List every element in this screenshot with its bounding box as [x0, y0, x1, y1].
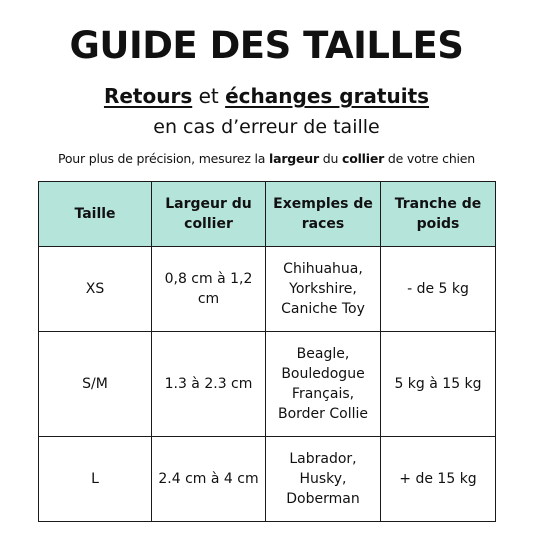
table-header-row [39, 182, 496, 247]
note-text-3: de votre chien [384, 151, 476, 166]
note-bold-collier: collier [342, 151, 385, 166]
cell-breeds: Labrador, Husky, Doberman [266, 437, 381, 522]
subtitle-exchanges: échanges gratuits [225, 84, 430, 108]
header-weight-range: Tranche de poids [381, 182, 496, 247]
header-collar-width: Largeur du collier [152, 182, 266, 247]
subtitle-condition: en cas d’erreur de taille [153, 116, 380, 138]
note-text-2: du [318, 151, 342, 166]
subtitle-and: et [192, 84, 226, 108]
cell-weight: - de 5 kg [381, 247, 496, 332]
measurement-note [0, 150, 533, 168]
note-text-1: Pour plus de précision, mesurez la [57, 151, 269, 166]
cell-weight: 5 kg à 15 kg [381, 332, 496, 437]
subtitle [0, 83, 533, 109]
cell-breeds: Beagle, Bouledogue Français, Border Collie [266, 332, 381, 437]
header-breed-examples: Exemples de races [266, 182, 381, 247]
cell-size: XS [39, 247, 152, 332]
cell-breeds: Chihuahua, Yorkshire, Caniche Toy [266, 247, 381, 332]
cell-weight: + de 15 kg [381, 437, 496, 522]
header-size: Taille [39, 182, 152, 247]
cell-size: L [39, 437, 152, 522]
table-row [39, 247, 496, 332]
cell-collar-width: 1.3 à 2.3 cm [152, 332, 266, 437]
table-row [39, 332, 496, 437]
table-row [39, 437, 496, 522]
subtitle-returns: Retours [103, 84, 193, 108]
cell-collar-width: 2.4 cm à 4 cm [152, 437, 266, 522]
cell-size: S/M [39, 332, 152, 437]
note-bold-largeur: largeur [269, 151, 319, 166]
size-table [38, 181, 496, 522]
page-title: GUIDE DES TAILLES [69, 24, 464, 67]
cell-collar-width: 0,8 cm à 1,2 cm [152, 247, 266, 332]
